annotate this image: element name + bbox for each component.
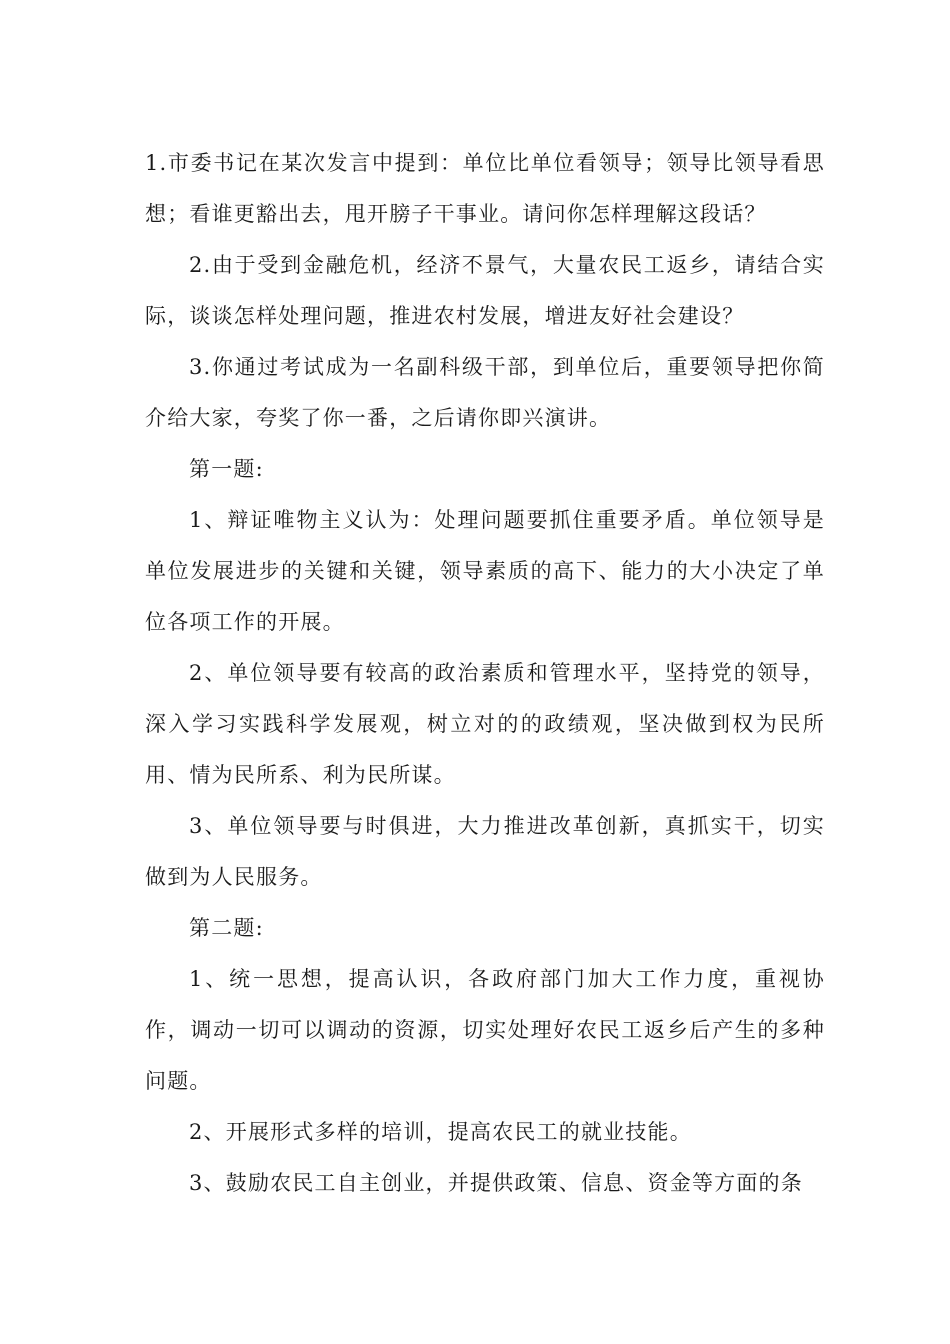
answer-2-point-1: 1、统一思想，提高认识，各政府部门加大工作力度，重视协作，调动一切可以调动的资源，切实处理好农民工返乡后产生的多种问题。 <box>145 967 825 1093</box>
answer-1-point-3: 3、单位领导要与时俱进，大力推进改革创新，真抓实干，切实做到为人民服务。 <box>145 814 825 889</box>
section-heading-1: 第一题: <box>189 457 264 481</box>
answer-2-point-2: 2、开展形式多样的培训，提高农民工的就业技能。 <box>189 1120 692 1144</box>
answer-1-point-1: 1、辩证唯物主义认为：处理问题要抓住重要矛盾。单位领导是单位发展进步的关键和关键，领导素质的高下、能力的大小决定了单位各项工作的开展。 <box>145 508 825 634</box>
question-1: 1.市委书记在某次发言中提到：单位比单位看领导；领导比领导看思想；看谁更豁出去，甩开膀子干事业。请问你怎样理解这段话？ <box>145 151 825 226</box>
question-2: 2.由于受到金融危机，经济不景气，大量农民工返乡，请结合实际，谈谈怎样处理问题，推进农村发展，增进友好社会建设？ <box>145 253 825 328</box>
section-heading-2: 第二题: <box>189 916 264 940</box>
answer-1-point-2: 2、单位领导要有较高的政治素质和管理水平，坚持党的领导，深入学习实践科学发展观，树立对的的政绩观，坚决做到权为民所用、情为民所系、利为民所谋。 <box>145 661 825 787</box>
answer-2-point-3: 3、鼓励农民工自主创业，并提供政策、信息、资金等方面的条 <box>189 1171 803 1195</box>
question-3: 3.你通过考试成为一名副科级干部，到单位后，重要领导把你简介给大家，夸奖了你一番，之后请你即兴演讲。 <box>145 355 825 430</box>
document-body <box>145 138 825 1209</box>
